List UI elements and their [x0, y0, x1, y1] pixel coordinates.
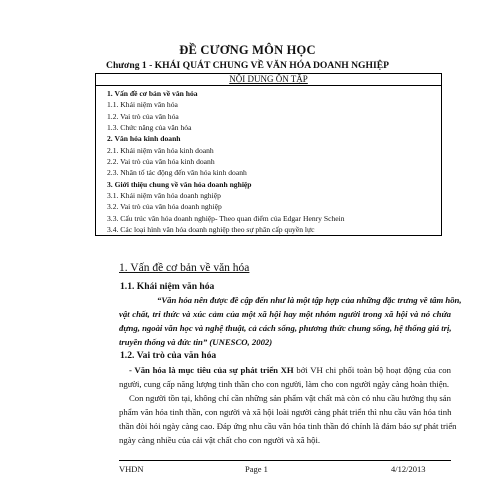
toc-item: 3.4. Các loại hình văn hóa doanh nghiệp theo sự phân cấp quyền lực: [107, 225, 315, 235]
footer-left: VHDN: [119, 464, 144, 474]
toc-item: 3.3. Cấu trúc văn hóa doanh nghiệp- Theo quan điểm của Edgar Henry Schein: [107, 213, 345, 223]
footer-divider: [119, 460, 451, 461]
page-number: Page 1: [245, 464, 268, 474]
quote-line: truyền thống và đức tin” (UNESCO, 2002): [119, 337, 273, 347]
toc-item: 2. Văn hóa kinh doanh: [107, 134, 181, 144]
toc-item: 3. Giới thiệu chung về văn hóa doanh nghiệp: [107, 179, 252, 189]
chapter-title: Chương 1 - KHÁI QUÁT CHUNG VỀ VĂN HÓA DOANH NGHIỆP: [106, 60, 389, 71]
toc-item: 1.1. Khái niệm văn hóa: [107, 100, 178, 110]
footer-date: 4/12/2013: [391, 464, 426, 474]
toc-item: 1.3. Chức năng của văn hóa: [107, 123, 192, 133]
paragraph-line: [119, 363, 451, 377]
paragraph-line: Con người tồn tại, không chỉ cần những sản phẩm vật chất mà còn có nhu cầu hưởng thụ sản: [129, 393, 452, 403]
toc-header: [96, 74, 441, 86]
toc-item: 3.2. Vai trò của văn hóa doanh nghiệp: [107, 202, 222, 212]
needs-paragraph: [119, 391, 457, 447]
paragraph-line: ngày càng nhiều của cải vật chất cho con người và xã hội.: [119, 435, 321, 445]
unesco-quote: [119, 293, 462, 349]
toc-item: 2.1. Khái niệm văn hóa kinh doanh: [107, 145, 214, 155]
quote-line: vật chất, tri thức và xúc cảm của một xã hội hay một nhóm người trong xã hội và nó chứa: [119, 309, 451, 319]
text-run: bởi VH chi phối toàn bộ hoạt động của con: [293, 365, 451, 375]
bold-phrase: - Văn hóa là mục tiêu của sự phát triển XH: [129, 365, 294, 375]
toc-header-label: NỘI DUNG ÔN TẬP: [229, 74, 308, 84]
toc-list: [96, 86, 441, 235]
subsection-heading: 1.2. Vai trò của văn hóa: [120, 350, 217, 361]
toc-item: 2.3. Nhân tố tác động đến văn hóa kinh doanh: [107, 168, 247, 178]
role-paragraph: [119, 363, 451, 391]
review-contents-table: [95, 73, 442, 236]
quote-line: “Văn hóa nên được đề cập đến như là một tập hợp của những đặc trưng về tâm hồn,: [157, 295, 462, 305]
toc-item: 2.2. Vai trò của văn hóa kinh doanh: [107, 157, 215, 167]
toc-item: 1.2. Vai trò của văn hóa: [107, 111, 179, 121]
toc-item: 3.1. Khái niệm văn hóa doanh nghiệp: [107, 191, 221, 201]
toc-item: 1. Vấn đề cơ bản về văn hóa: [107, 89, 198, 98]
paragraph-line: phẩm văn hóa tinh thần, con người và xã hội loài người càng phát triển thì nhu cầu văn hóa tinh: [119, 407, 452, 417]
quote-line: đựng, ngoài văn học và nghệ thuật, cả cách sống, phương thức chung sống, hệ thống giá trị,: [119, 323, 452, 333]
section-heading: 1. Vấn đề cơ bản về văn hóa: [119, 262, 250, 274]
document-title: ĐỀ CƯƠNG MÔN HỌC: [179, 43, 316, 57]
paragraph-line: người, cung cấp năng lượng tinh thần cho con người, làm cho con người ngày càng hoàn thiện.: [119, 379, 450, 389]
subsection-heading: 1.1. Khái niệm văn hóa: [120, 281, 215, 292]
paragraph-line: thần đòi hỏi ngày càng cao. Đáp ứng nhu cầu văn hóa tinh thần đó chính là đảm bảo sự phát triển: [119, 421, 457, 431]
